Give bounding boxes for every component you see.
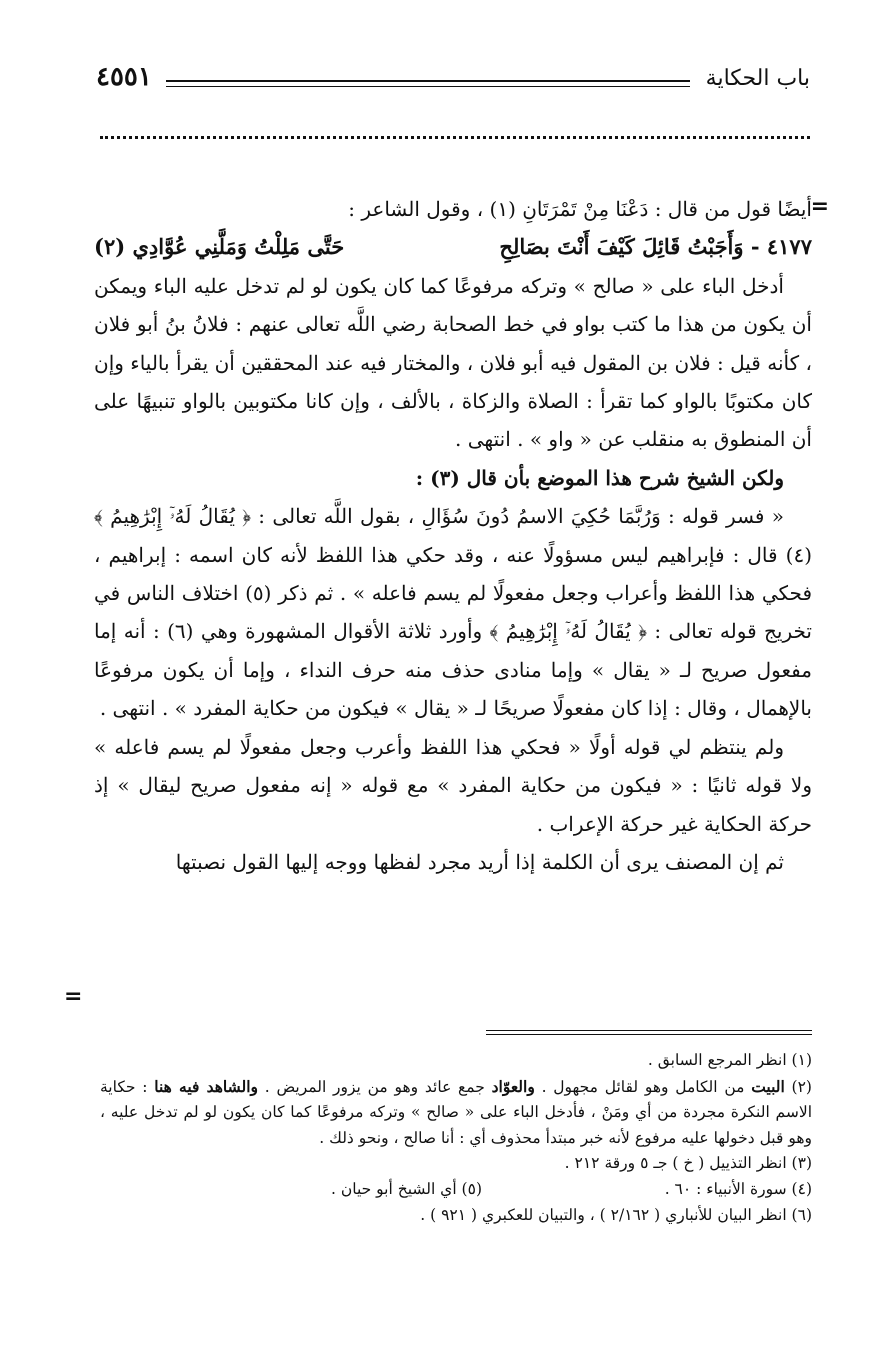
- footnote-3: (٣) انظر التذييل ( خ ) جـ ٥ ورقة ٢١٢ .: [564, 1154, 812, 1173]
- continuation-mark-end: =: [64, 984, 83, 1009]
- verse-second-half: حَتَّى مَلِلْتُ وَمَلَّنِي عُوَّادِي (٢): [94, 234, 345, 260]
- footnote-rule: [486, 1030, 812, 1035]
- paragraph-2: ولكن الشيخ شرح هذا الموضع بأن قال (٣) :: [415, 465, 784, 490]
- footnote-2-text-2: جمع عائد وهو من يزور المريض .: [258, 1077, 492, 1096]
- verse-first-half: ٤١٧٧ - وَأَجَبْتُ قَائِلَ كَيْفَ أَنْتَ بصَالِحِ: [499, 234, 812, 260]
- footnote-2-bold-term: والعوّاد: [491, 1076, 535, 1096]
- footnote-1: (١) انظر المرجع السابق .: [647, 1051, 812, 1069]
- footnote-6: (٦) انظر البيان للأنباري ( ٢/١٦٢ ) ، والتبيان للعكبري ( ٩٢١ ) .: [420, 1205, 812, 1224]
- paragraph-3: « فسر قوله : وَرُبَّمَا حُكِيَ الاسمُ دُونَ سُؤَالِ ، بقول اللَّه تعالى : ﴿ يُقَالُ لَهُۥٓ إِبْرَٰهِيمُ ﴾ (٤) قال : فإبراهيم ليس مسؤولًا عنه ، وقد حكي هذا اللفظ لأنه كان اسمه : إبراهيم ، فحكي هذا اللفظ وأعراب وجعل مفعولًا لم يسم فاعله » . ثم ذكر (٥) اختلاف الناس في تخريج قوله تعالى : ﴿ يُقَالُ لَهُۥٓ إِبْرَٰهِيمُ ﴾ وأورد ثلاثة الأقوال المشهورة وهي (٦) : أنه إما مفعول صريح لـ « يقال » وإما منادى حذف منه حرف النداء ، وإما أن يكون مرفوعًا بالإهمال ، وقال : إذا كان مفعولًا صريحًا لـ « يقال » فيكون من حكاية المفرد » . انتهى .: [94, 504, 813, 721]
- paragraph-4: ولم ينتظم لي قوله أولًا « فحكي هذا اللفظ وأعرب وجعل مفعولًا لم يسم فاعله » ولا قوله ثانيًا : « فيكون من حكاية المفرد » مع قوله « إنه مفعول صريح ليقال » إذ حركة الحكاية غير حركة الإعراب .: [94, 734, 812, 836]
- dotted-separator: [100, 136, 810, 139]
- paragraph-1: أدخل الباء على « صالح » وتركه مرفوعًا كما كان يكون لو لم تدخل عليه الباء ويمكن أن يكون من هذا ما كتب بواو في خط الصحابة رضي اللَّه تعالى عنهم : فلانُ بنُ أبو فلان ، كأنه قيل : فلان بن المقول فيه أبو فلان ، والمختار فيه عند المحققين أن يقرأ بالياء وإن كان مكتوبًا بالواو كما تقرأ : الصلاة والزكاة ، بالألف ، وإن كانا مكتوبين بالواو تنبيهًا على أن المنطوق به منقلب عن « واو » . انتهى .: [94, 273, 812, 452]
- poetry-verse: [94, 228, 812, 266]
- continuation-mark-start: =: [810, 194, 829, 219]
- footnote-2-text: من الكامل وهو لقائل مجهول .: [534, 1077, 752, 1096]
- footnote-2-prefix: (٢): [784, 1077, 812, 1096]
- header-rule: [166, 80, 690, 87]
- footnote-5: (٥) أي الشيخ أبو حيان .: [331, 1179, 482, 1198]
- footnote-2-bold-witness: والشاهد فيه هنا: [154, 1076, 259, 1096]
- chapter-title: باب الحكاية: [705, 66, 810, 91]
- page-header: [96, 58, 810, 102]
- footnote-2: [100, 1074, 812, 1152]
- footnote-2-rest: : حكاية الاسم النكرة مجردة من أي ومَنْ ، فأدخل الباء على « صالح » وتركه مرفوعًا كما كان يكون لو لم تدخل عليه ، وهو قبل دخولها عليه مرفوع لأنه خبر مبتدأ محذوف أي : أنا صالح ، ونحو ذلك .: [100, 1077, 812, 1147]
- footnote-2-bold-verse: البيت: [751, 1076, 785, 1096]
- footnote-4: (٤) سورة الأنبياء : ٦٠ .: [664, 1179, 812, 1198]
- page-number: ٤٥٥١: [96, 62, 152, 92]
- footnotes: [100, 1048, 812, 1228]
- opening-line: أيضًا قول من قال : دَعْنَا مِنْ تَمْرَتَانِ (١) ، وقول الشاعر :: [348, 197, 812, 221]
- footnote-row-4-5: [100, 1177, 812, 1203]
- paragraph-5: ثم إن المصنف يرى أن الكلمة إذا أريد مجرد لفظها ووجه إليها القول نصبتها: [175, 849, 784, 874]
- main-text: [94, 190, 812, 881]
